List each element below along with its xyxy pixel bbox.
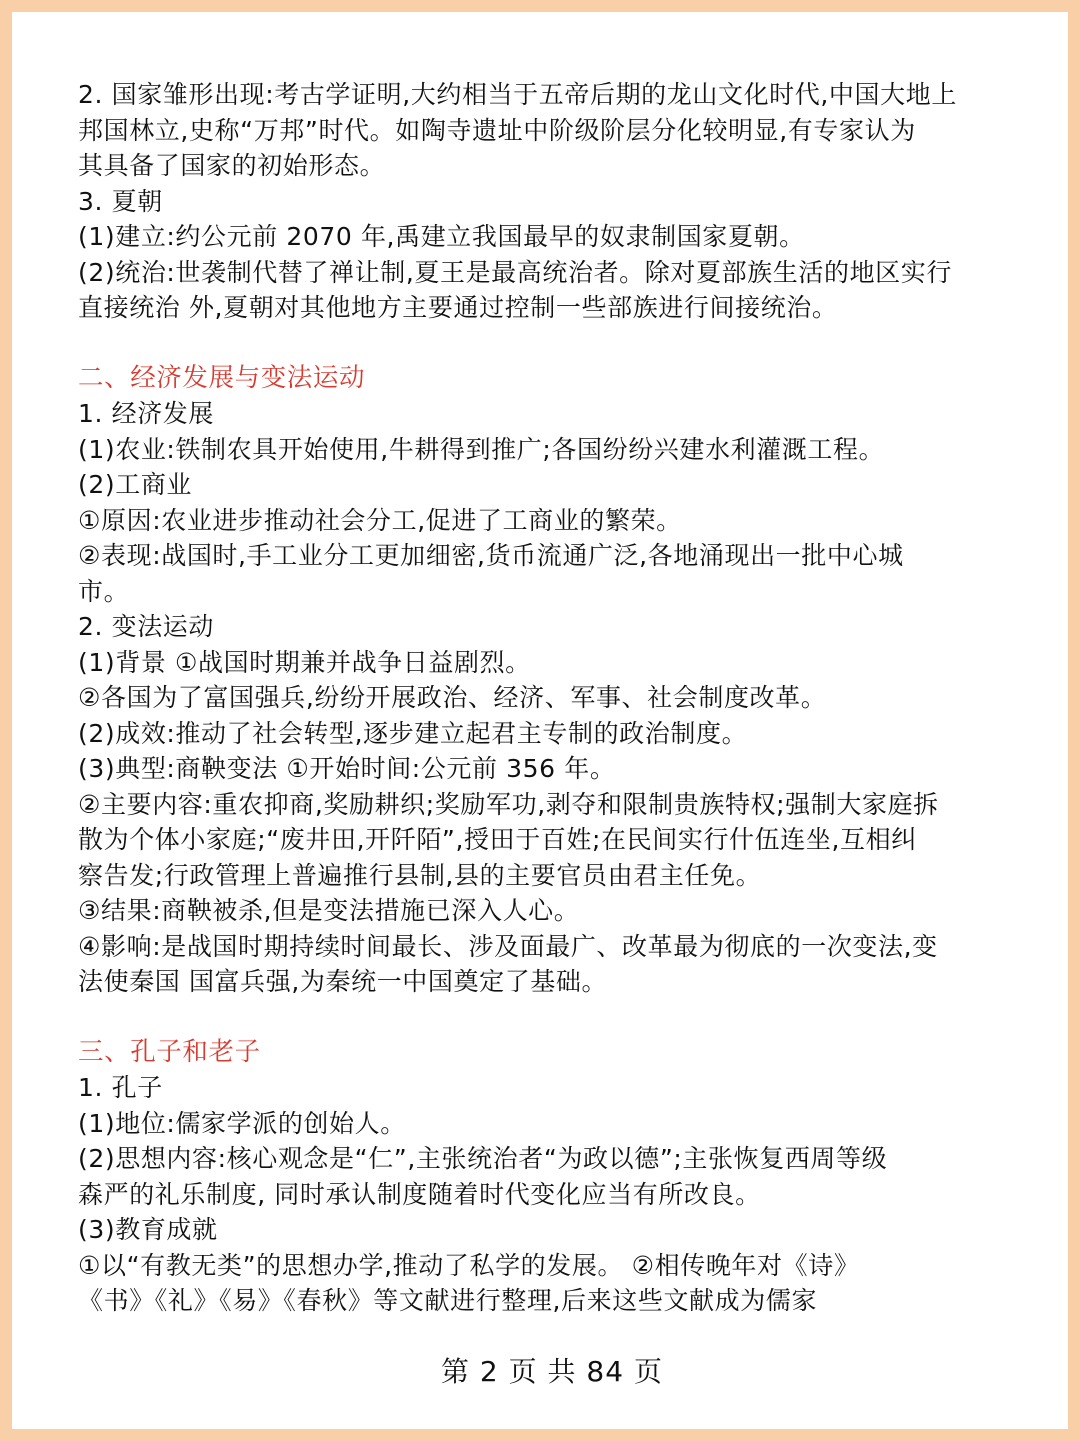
text-line: 《书》《礼》《易》《春秋》等文献进行整理,后来这些文献成为儒家 xyxy=(78,1286,818,1315)
text-line: (2)成效:推动了社会转型,逐步建立起君主专制的政治制度。 xyxy=(78,718,748,748)
text-line: (2)统治:世袭制代替了禅让制,夏王是最高统治者。除对夏部族生活的地区实行 xyxy=(78,257,952,287)
text-line: (2)工商业 xyxy=(78,470,193,499)
text-line: 法使秦国 国富兵强,为秦统一中国奠定了基础。 xyxy=(78,967,608,996)
text-line: 散为个体小家庭;“废井田,开阡陌”,授田于百姓;在民间实行什伍连坐,互相纠 xyxy=(78,825,917,854)
text-line: 森严的礼乐制度, 同时承认制度随着时代变化应当有所改良。 xyxy=(78,1179,761,1209)
text-line: ②主要内容:重农抑商,奖励耕织;奖励军功,剥夺和限制贵族特权;强制大家庭拆 xyxy=(78,789,939,819)
text-line: 2. 变法运动 xyxy=(78,612,214,641)
text-line: ①原因:农业进步推动社会分工,促进了工商业的繁荣。 xyxy=(78,505,682,535)
text-line: ④影响:是战国时期持续时间最长、涉及面最广、改革最为彻底的一次变法,变 xyxy=(78,931,938,961)
page-footer: 第 2 页 共 84 页 xyxy=(441,1355,663,1388)
text-line: (1)地位:儒家学派的创始人。 xyxy=(78,1108,406,1138)
text-line: 直接统治 外,夏朝对其他地方主要通过控制一些部族进行间接统治。 xyxy=(78,293,838,322)
text-line: 1. 孔子 xyxy=(78,1073,163,1102)
text-line: 2. 国家雏形出现:考古学证明,大约相当于五帝后期的龙山文化时代,中国大地上 xyxy=(78,80,957,109)
document-body xyxy=(78,77,1026,1319)
text-line: 市。 xyxy=(78,576,130,606)
text-line: ①以“有教无类”的思想办学,推动了私学的发展。 ②相传晚年对《诗》 xyxy=(78,1250,860,1280)
text-line: 其具备了国家的初始形态。 xyxy=(78,151,386,180)
text-line: 1. 经济发展 xyxy=(78,399,214,428)
text-line: (1)建立:约公元前 2070 年,禹建立我国最早的奴隶制国家夏朝。 xyxy=(78,222,805,251)
section-gap xyxy=(78,326,1026,361)
text-line: (3)典型:商鞅变法 ①开始时间:公元前 356 年。 xyxy=(78,754,616,783)
text-line: ②各国为了富国强兵,纷纷开展政治、经济、军事、社会制度改革。 xyxy=(78,683,827,712)
text-line: 3. 夏朝 xyxy=(78,186,163,216)
text-line: (2)思想内容:核心观念是“仁”,主张统治者“为政以德”;主张恢复西周等级 xyxy=(78,1144,888,1173)
text-line: 邦国林立,史称“万邦”时代。如陶寺遗址中阶级阶层分化较明显,有专家认为 xyxy=(78,115,916,145)
text-line: ②表现:战国时,手工业分工更加细密,货币流通广泛,各地涌现出一批中心城 xyxy=(78,541,904,570)
text-line: (1)农业:铁制农具开始使用,牛耕得到推广;各国纷纷兴建水利灌溉工程。 xyxy=(78,434,885,464)
text-line: (3)教育成就 xyxy=(78,1215,218,1244)
text-line: ③结果:商鞅被杀,但是变法措施已深入人心。 xyxy=(78,896,580,925)
text-line: 察告发;行政管理上普遍推行县制,县的主要官员由君主任免。 xyxy=(78,860,762,890)
text-line: (1)背景 ①战国时期兼并战争日益剧烈。 xyxy=(78,647,531,677)
section-gap xyxy=(78,1000,1026,1035)
section-heading: 二、经济发展与变法运动 xyxy=(78,362,366,393)
section-heading: 三、孔子和老子 xyxy=(78,1036,261,1067)
